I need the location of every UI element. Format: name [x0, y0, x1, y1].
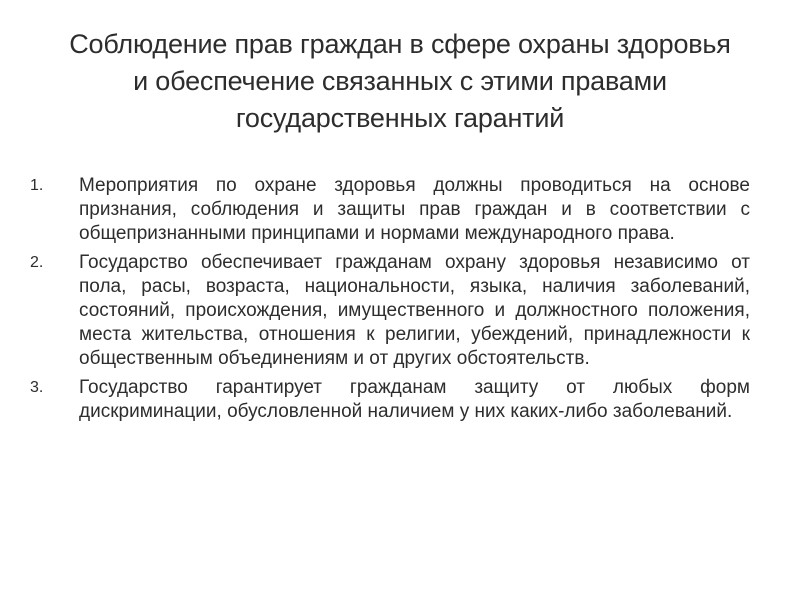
list-item-text: Мероприятия по охране здоровья должны проводиться на основе признания, соблюдения и защиты прав граждан и в соответствии с общепризнанными принципами и нормами международного права.	[79, 175, 750, 244]
list-item-number: 2.	[30, 254, 44, 271]
list-item	[30, 251, 750, 371]
list-item-number: 1.	[30, 177, 44, 194]
list-item	[30, 174, 750, 246]
list-item-number: 3.	[30, 379, 44, 396]
list-item-text: Государство гарантирует гражданам защиту от любых форм дискриминации, обусловленной наличием у них каких-либо заболеваний.	[79, 377, 750, 422]
slide-title: Соблюдение прав граждан в сфере охраны здоровья и обеспечение связанных с этими правами государственных гарантий	[69, 29, 731, 133]
list-item-text: Государство обеспечивает гражданам охрану здоровья независимо от пола, расы, возраста, национальности, языка, наличия заболеваний, состояний, происхождения, имущественного и должностного положения, места жительства, отношения к религии, убеждений, принадлежности к общественным объединениям и от других обстоятельств.	[79, 252, 750, 369]
numbered-list	[30, 174, 750, 429]
list-item	[30, 376, 750, 424]
